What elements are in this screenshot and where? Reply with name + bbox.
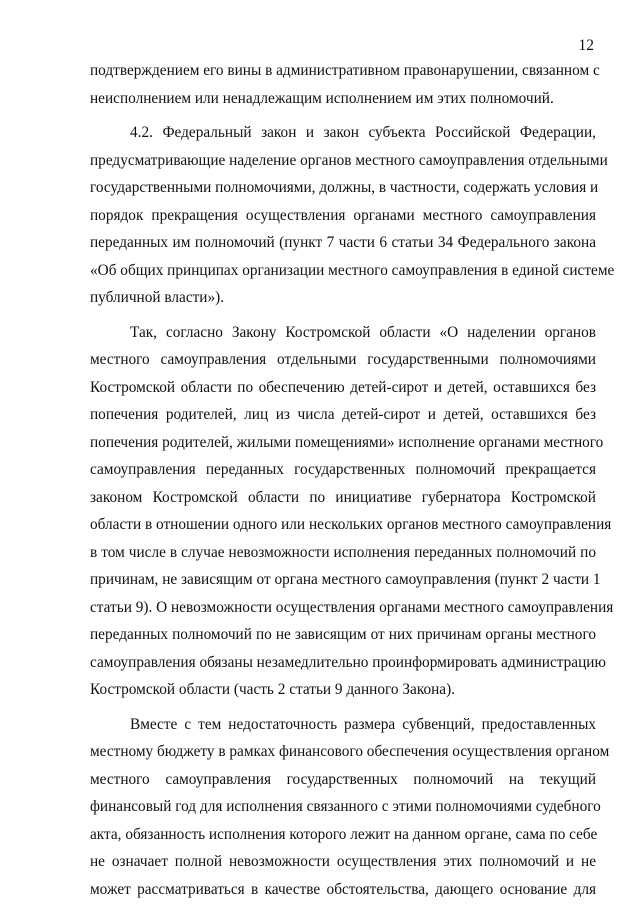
text-line: переданных им полномочий (пункт 7 части 6 статьи 34 Федерального закона [90, 234, 596, 251]
text-line: самоуправления обязаны незамедлительно проинформировать администрацию [90, 653, 606, 671]
text-line: местного самоуправления государственных полномочий на текущий [90, 770, 596, 788]
text-line: в том числе в случае невозможности исполнения переданных полномочий по [90, 543, 596, 561]
text-line: Так, согласно Закону Костромской области «О наделении органов [130, 323, 596, 341]
text-line: Костромской области (часть 2 статьи 9 данного Закона). [90, 681, 456, 698]
text-line: самоуправления переданных государственных полномочий прекращается [90, 461, 596, 478]
text-line: попечения родителей, лиц из числа детей-сирот и детей, оставшихся без [90, 406, 596, 423]
text-line: не означает полной невозможности осуществления этих полномочий и не [90, 853, 596, 870]
text-line: государственными полномочиями, должны, в частности, содержать условия и [90, 179, 599, 196]
text-line: причинам, не зависящим от органа местного самоуправления (пункт 2 части 1 [90, 571, 601, 588]
text-line: законом Костромской области по инициативе губернатора Костромской [90, 488, 596, 506]
document-body [90, 57, 615, 903]
text-line: подтверждением его вины в административном правонарушении, связанном с [90, 62, 600, 79]
paragraph [90, 711, 610, 904]
text-line: неисполнением или ненадлежащим исполнением им этих полномочий. [90, 89, 554, 107]
paragraph [90, 119, 615, 312]
text-line: переданных полномочий по не зависящим от них причинам органы местного [90, 626, 596, 643]
text-line: предусматривающие наделение органов местного самоуправления отдельными [90, 151, 608, 169]
paragraph [90, 57, 600, 112]
text-line: порядок прекращения осуществления органами местного самоуправления [90, 206, 596, 224]
text-line: «Об общих принципах организации местного самоуправления в единой системе [90, 261, 615, 279]
text-line: попечения родителей, жилыми помещениями» исполнение органами местного [90, 433, 604, 451]
text-line: 4.2. Федеральный закон и закон субъекта Российской Федерации, [130, 124, 596, 141]
text-line: акта, обязанность исполнения которого лежит на данном органе, сама по себе [90, 825, 598, 843]
text-line: может рассматриваться в качестве обстоятельства, дающего основание для [90, 880, 596, 898]
paragraph [90, 319, 614, 704]
text-line: публичной власти»). [90, 289, 225, 306]
text-line: области в отношении одного или нескольких органов местного самоуправления [90, 516, 612, 533]
text-line: финансовый год для исполнения связанного с этими полномочиями судебного [90, 798, 601, 815]
text-line: Костромской области по обеспечению детей-сирот и детей, оставшихся без [90, 378, 596, 396]
text-line: местного самоуправления отдельными государственными полномочиями [90, 351, 596, 368]
text-line: статьи 9). О невозможности осуществления органами местного самоуправления [90, 598, 614, 616]
text-line: местному бюджету в рамках финансового обеспечения осуществления органом [90, 743, 610, 760]
page-number: 12 [578, 37, 594, 54]
text-line: Вместе с тем недостаточность размера субвенций, предоставленных [130, 715, 596, 733]
